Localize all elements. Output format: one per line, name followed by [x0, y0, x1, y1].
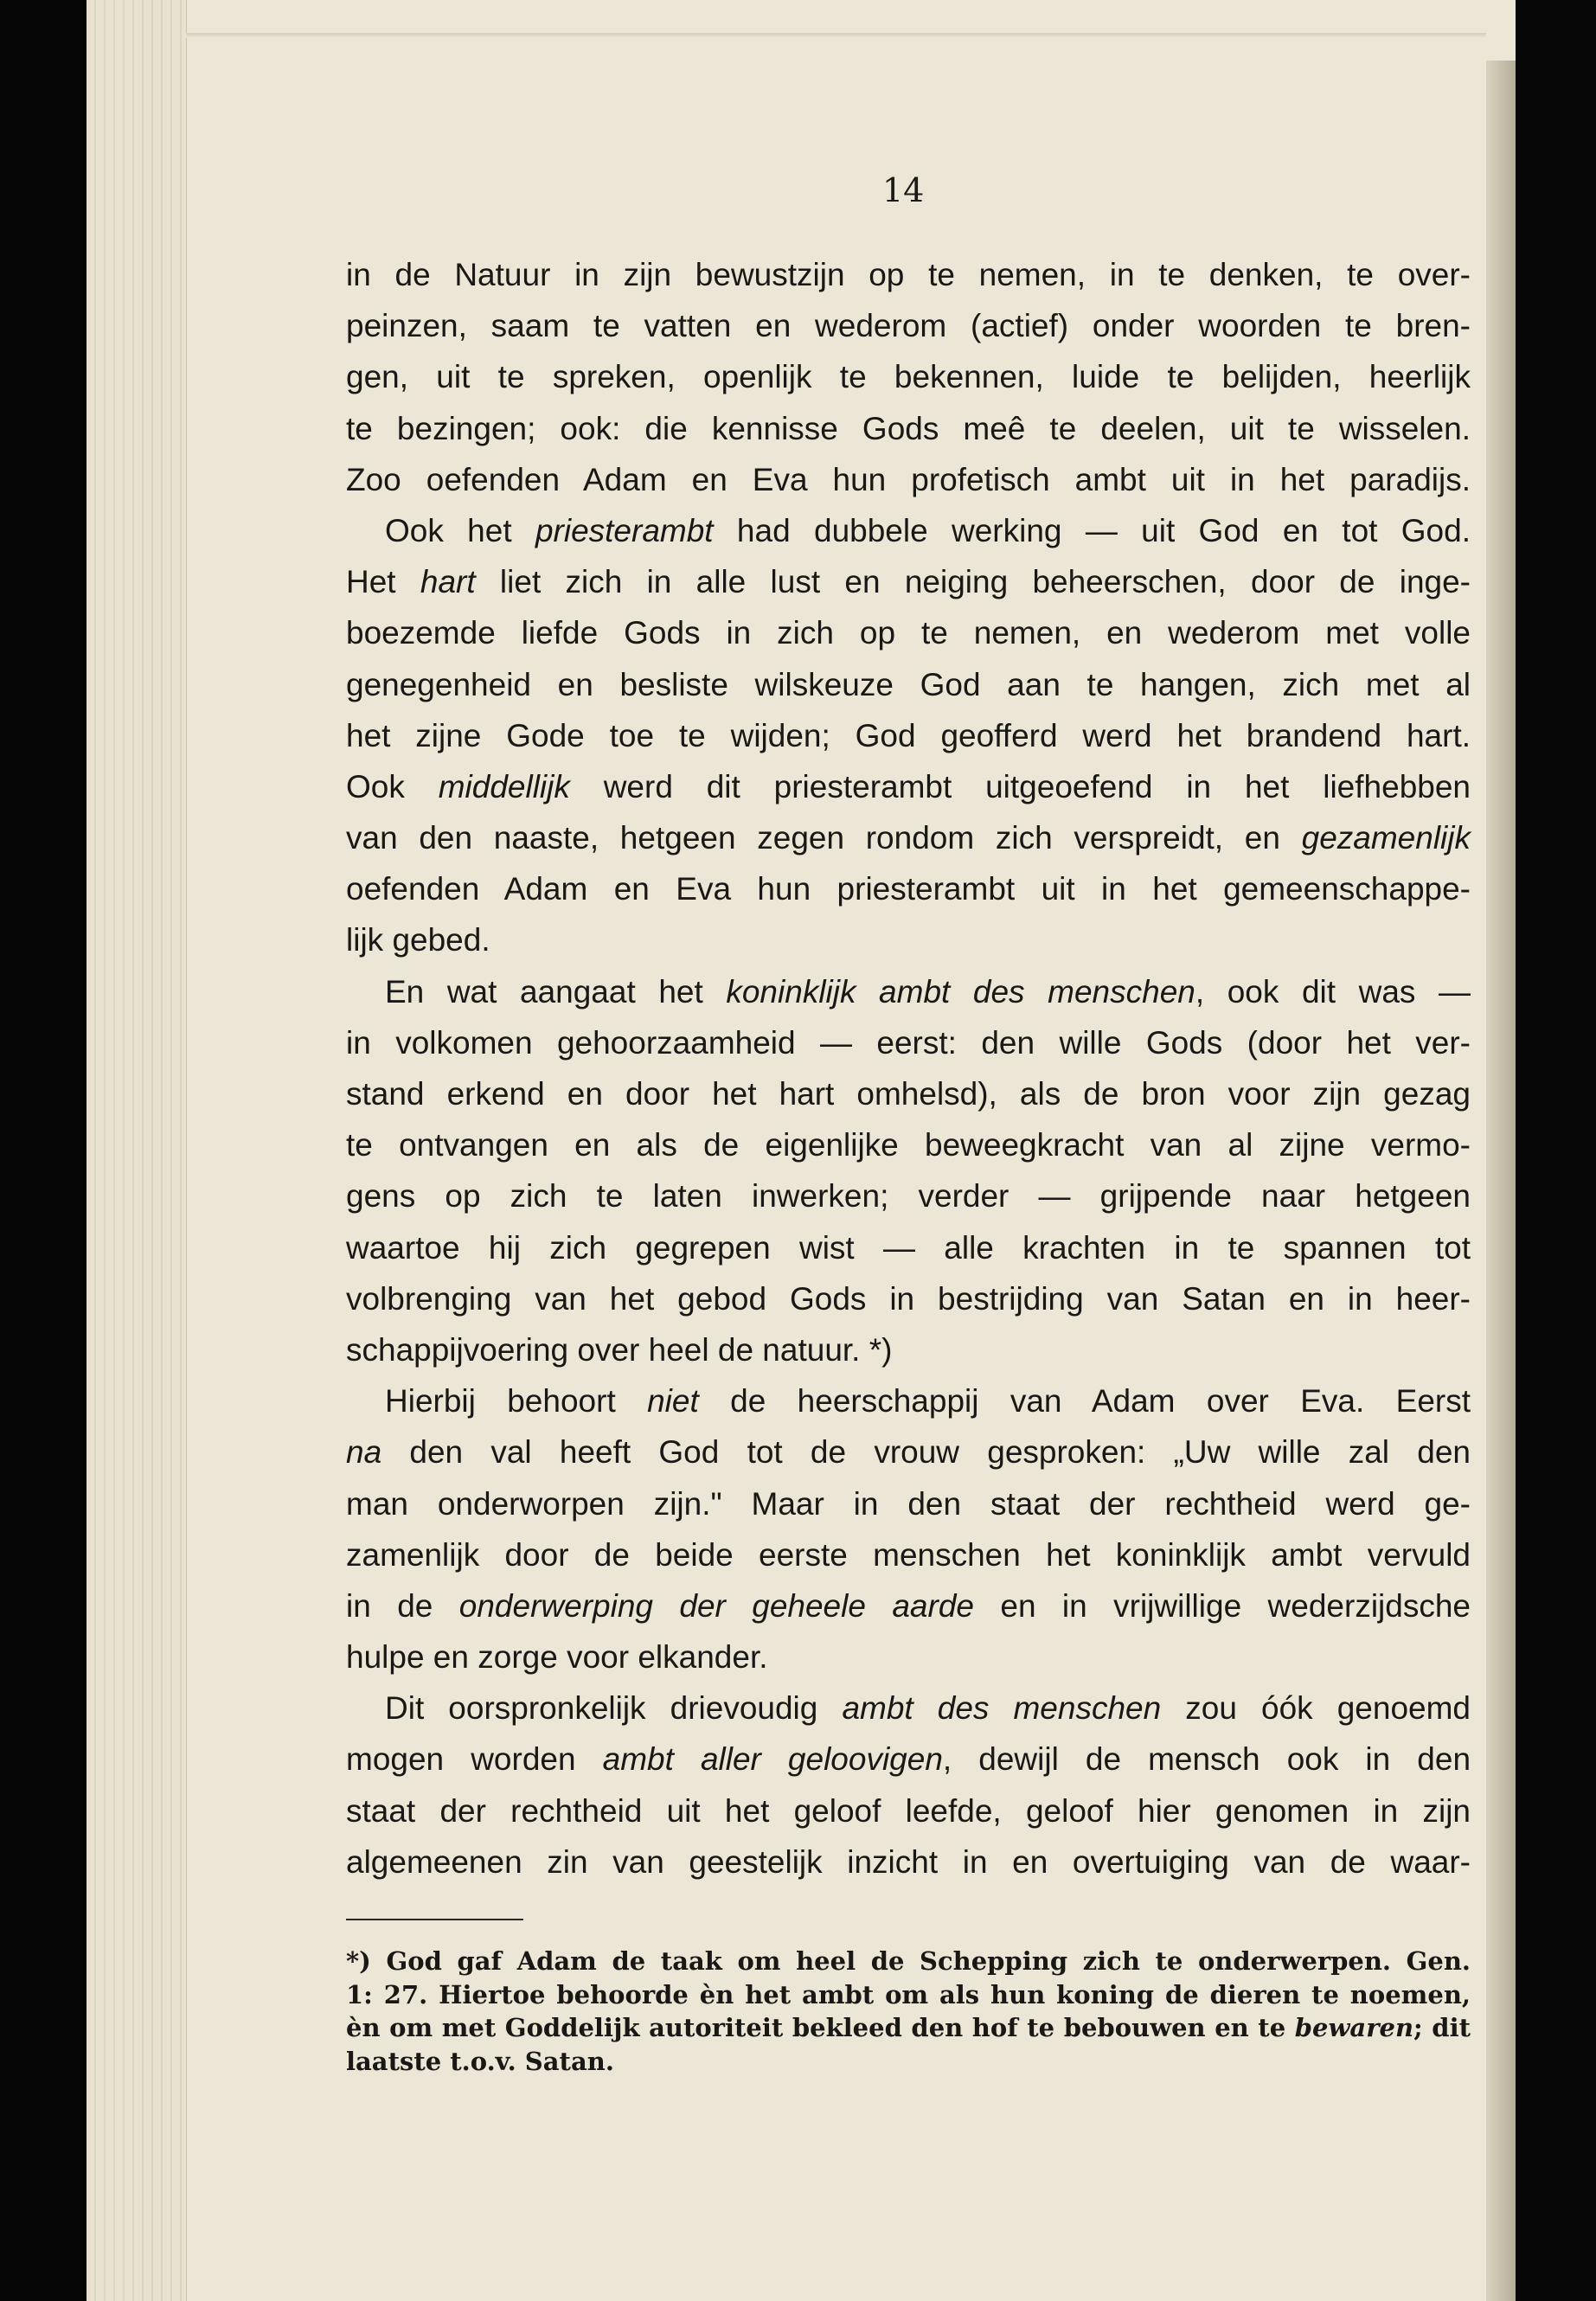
- text-segment: in de: [346, 1587, 459, 1624]
- text-line: [346, 403, 1471, 454]
- text-segment: volbrenging van het gebod Gods in bestrijding van Satan en in heer-: [346, 1280, 1471, 1317]
- text-segment: Het: [346, 564, 420, 600]
- text-line: [346, 966, 1471, 1017]
- text-segment: ; dit: [1413, 2013, 1471, 2042]
- text-segment: te bezingen; ook: die kennisse Gods meê te deelen, uit te wisselen.: [346, 410, 1471, 446]
- text-line: [346, 914, 1471, 965]
- footnote: [346, 1945, 1471, 2078]
- italic-text: gezamenlijk: [1301, 820, 1471, 856]
- text-line: [346, 1017, 1471, 1068]
- main-text: [346, 249, 1471, 1888]
- italic-text: ambt aller geloovigen: [602, 1741, 943, 1778]
- text-segment: de heerschappij van Adam over Eva. Eerst: [698, 1383, 1471, 1420]
- text-segment: èn om met Goddelijk autoriteit bekleed den hof te bebouwen en te: [346, 2013, 1295, 2042]
- text-segment: , ook dit was —: [1195, 973, 1471, 1009]
- italic-text: hart: [420, 564, 476, 600]
- page-number: 14: [882, 171, 925, 209]
- text-segment: mogen worden: [346, 1741, 603, 1778]
- footnote-rule: [346, 1919, 523, 1920]
- text-segment: liet zich in alle lust en neiging beheerschen, door de inge-: [475, 564, 1471, 600]
- text-line: [346, 556, 1471, 607]
- text-line: [346, 1734, 1471, 1785]
- text-segment: hulpe en zorge voor elkander.: [346, 1639, 768, 1676]
- text-segment: , dewijl de mensch ook in den: [942, 1741, 1471, 1778]
- text-line: [346, 1478, 1471, 1529]
- text-segment: Ook het: [385, 512, 535, 548]
- text-segment: werd dit priesterambt uitgeoefend in het liefhebben: [569, 768, 1471, 804]
- text-line: [346, 1375, 1471, 1426]
- text-segment: had dubbele werking — uit God en tot God.: [713, 512, 1471, 548]
- text-segment: in de Natuur in zijn bewustzijn op te nemen, in te denken, te over-: [346, 257, 1471, 292]
- text-line: [346, 1682, 1471, 1734]
- text-line: [346, 505, 1471, 556]
- text-segment: gens op zich te laten inwerken; verder — grijpende naar hetgeen: [346, 1178, 1471, 1215]
- text-segment: boezemde liefde Gods in zich op te nemen, en wederom met volle: [346, 615, 1471, 651]
- text-line: [346, 300, 1471, 351]
- text-segment: van den naaste, hetgeen zegen rondom zich verspreidt, en: [346, 820, 1302, 856]
- text-segment: algemeenen zin van geestelijk inzicht in en overtuiging van de waar-: [346, 1843, 1471, 1880]
- italic-text: ambt des menschen: [842, 1690, 1162, 1727]
- text-segment: gen, uit te spreken, openlijk te bekennen, luide te belijden, heerlijk: [346, 359, 1471, 395]
- text-segment: laatste t.o.v. Satan.: [346, 2046, 614, 2076]
- footnote-line: [346, 1978, 1471, 2012]
- footnote-line: [346, 1945, 1471, 1978]
- italic-text: bewaren: [1294, 2013, 1414, 2042]
- text-segment: Ook: [346, 768, 439, 804]
- text-line: [346, 710, 1471, 761]
- text-segment: 1: 27. Hiertoe behoorde èn het ambt om als hun koning de dieren te noemen,: [346, 1979, 1471, 2009]
- italic-text: onderwerping der geheele aarde: [458, 1587, 974, 1624]
- scan-border-right: [1516, 0, 1596, 2301]
- text-segment: zamenlijk door de beide eerste menschen het koninklijk ambt vervuld: [346, 1536, 1471, 1573]
- italic-text: middellijk: [438, 768, 570, 804]
- text-segment: *) God gaf Adam de taak om heel de Schepping zich te onderwerpen. Gen.: [346, 1946, 1471, 1976]
- italic-text: niet: [647, 1383, 699, 1420]
- text-line: [346, 1068, 1471, 1119]
- text-line: [346, 1785, 1471, 1836]
- text-line: [346, 607, 1471, 658]
- text-segment: Dit oorspronkelijk drievoudig: [385, 1690, 843, 1727]
- text-line: [346, 1222, 1471, 1273]
- text-line: [346, 863, 1471, 914]
- text-segment: schappijvoering over heel de natuur. *): [346, 1331, 893, 1368]
- text-segment: lijk gebed.: [346, 922, 490, 958]
- page-right-edge: [1486, 61, 1516, 2301]
- text-segment: stand erkend en door het hart omhelsd), als de bron voor zijn gezag: [346, 1076, 1471, 1112]
- text-line: [346, 812, 1471, 863]
- text-line: [346, 1580, 1471, 1631]
- text-line: [346, 454, 1471, 505]
- text-line: [346, 761, 1471, 812]
- italic-text: koninklijk ambt des menschen: [726, 973, 1195, 1009]
- text-segment: oefenden Adam en Eva hun priesterambt uit in het gemeenschappe-: [346, 871, 1471, 907]
- footnote-line: [346, 2045, 1471, 2079]
- text-segment: zou óók genoemd: [1161, 1690, 1471, 1727]
- page-stack-edges: [87, 0, 187, 2301]
- text-segment: en in vrijwillige wederzijdsche: [973, 1587, 1471, 1624]
- text-segment: peinzen, saam te vatten en wederom (actief) onder woorden te bren-: [346, 308, 1471, 344]
- text-line: [346, 1631, 1471, 1682]
- italic-text: priesterambt: [535, 512, 714, 548]
- page-top-edge: [186, 33, 1486, 38]
- text-segment: den val heeft God tot de vrouw gesproken: „Uw wille zal den: [381, 1434, 1471, 1471]
- text-segment: staat der rechtheid uit het geloof leefde, geloof hier genomen in zijn: [346, 1792, 1471, 1829]
- text-segment: het zijne Gode toe te wijden; God geofferd werd het brandend hart.: [346, 717, 1471, 753]
- text-segment: te ontvangen en als de eigenlijke beweegkracht van al zijne vermo-: [346, 1127, 1471, 1163]
- text-segment: waartoe hij zich gegrepen wist — alle krachten in te spannen tot: [346, 1229, 1471, 1266]
- text-line: [346, 659, 1471, 710]
- italic-text: na: [346, 1434, 382, 1471]
- footnote-line: [346, 2011, 1471, 2045]
- text-segment: in volkomen gehoorzaamheid — eerst: den wille Gods (door het ver-: [346, 1024, 1471, 1061]
- text-line: [346, 1529, 1471, 1580]
- text-line: [346, 1324, 1471, 1375]
- text-line: [346, 1170, 1471, 1221]
- text-segment: En wat aangaat het: [385, 973, 727, 1009]
- text-segment: Zoo oefenden Adam en Eva hun profetisch ambt uit in het paradijs.: [346, 461, 1471, 497]
- text-segment: Hierbij behoort: [385, 1383, 648, 1420]
- text-segment: genegenheid en besliste wilskeuze God aan te hangen, zich met al: [346, 666, 1471, 702]
- scan-border-left: [0, 0, 87, 2301]
- text-line: [346, 1119, 1471, 1170]
- text-line: [346, 351, 1471, 402]
- text-line: [346, 249, 1471, 300]
- text-line: [346, 1836, 1471, 1888]
- text-segment: man onderworpen zijn." Maar in den staat der rechtheid werd ge-: [346, 1485, 1471, 1522]
- text-line: [346, 1273, 1471, 1324]
- text-line: [346, 1426, 1471, 1477]
